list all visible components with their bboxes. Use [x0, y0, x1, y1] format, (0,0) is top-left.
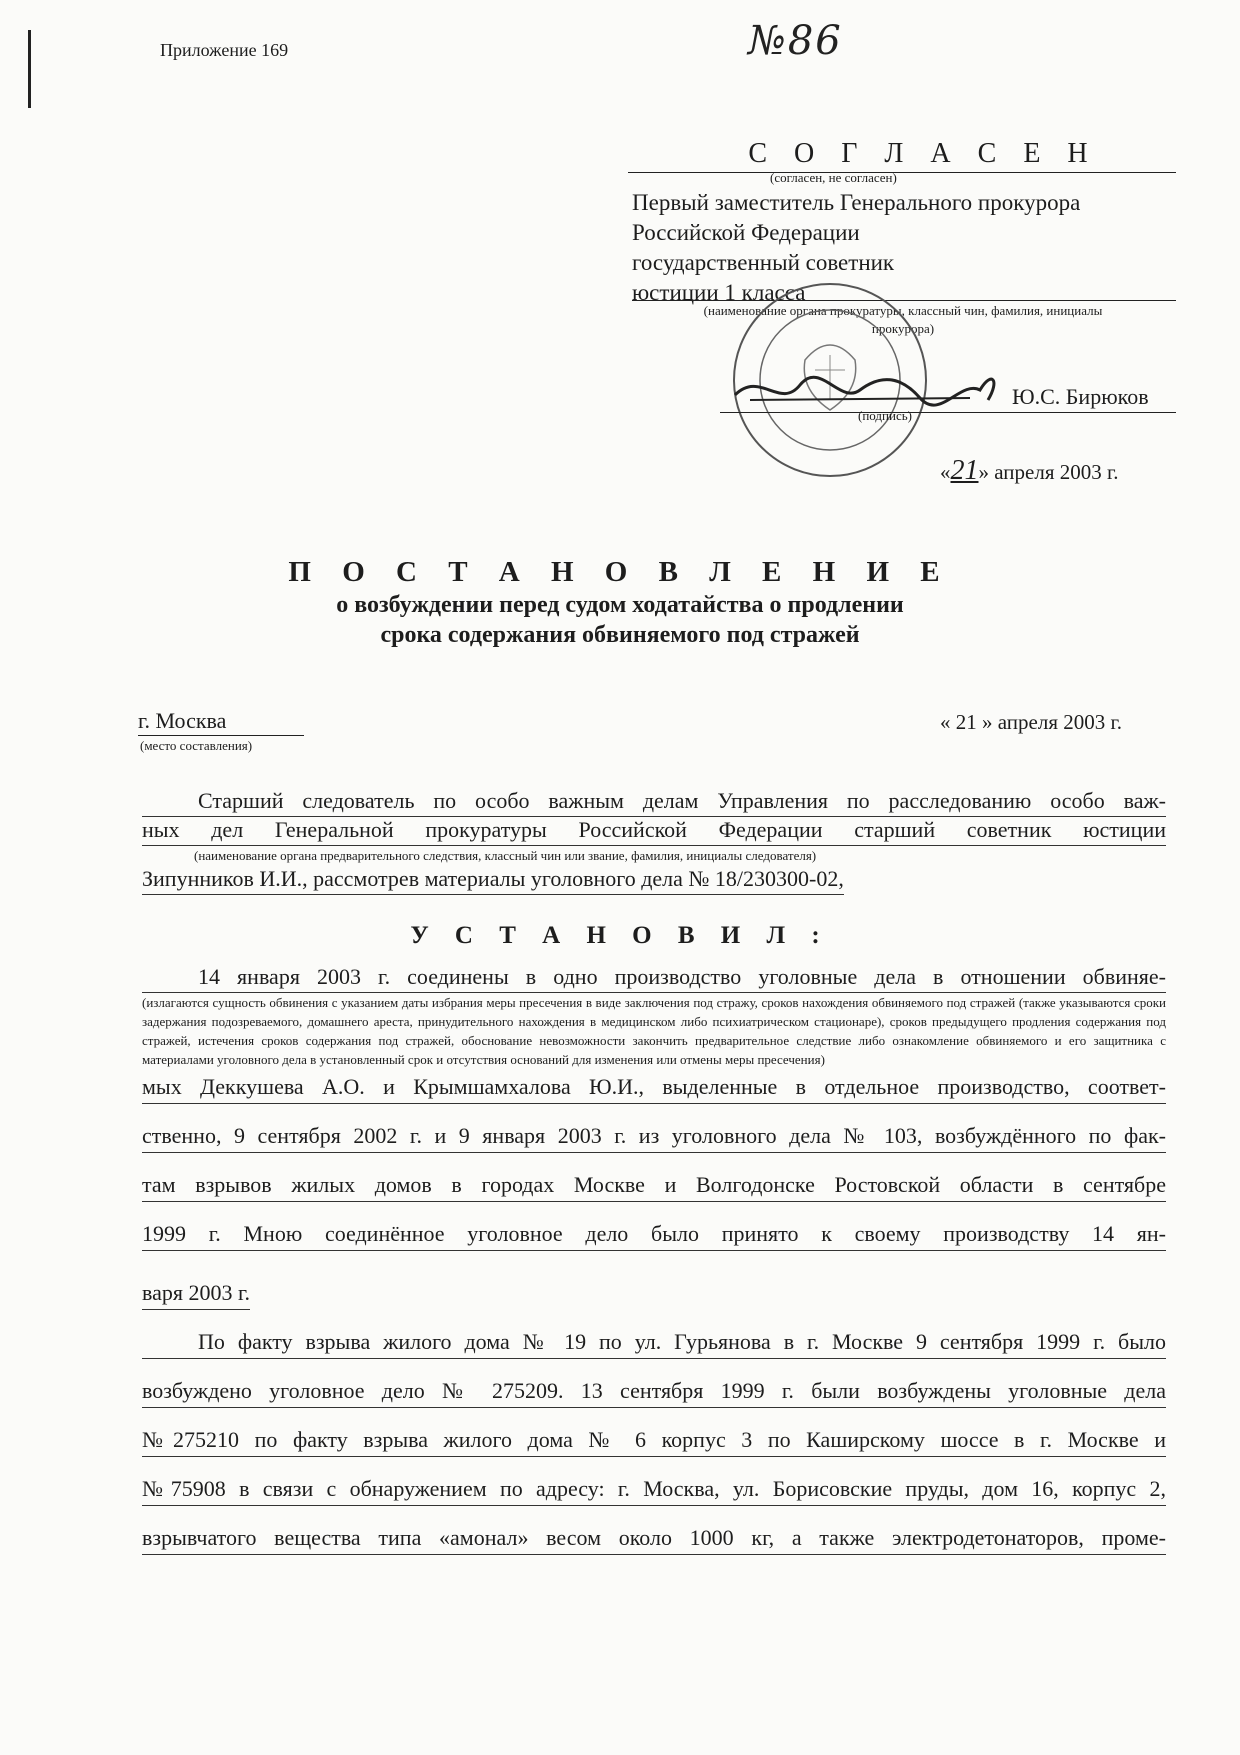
paragraph-2 — [142, 1328, 1166, 1573]
approver-line: юстиции 1 класса — [632, 280, 806, 305]
paragraph-line: №75908 в связи с обнаружением по адресу: г. Москва, ул. Борисовские пруды, дом 16, корпус 2, — [142, 1475, 1166, 1506]
established-heading: У С Т А Н О В И Л : — [410, 922, 830, 949]
paragraph-1 — [142, 964, 1166, 1317]
approver-caption: (наименование органа прокуратуры, классный чин, фамилия, инициалы прокурора) — [703, 303, 1103, 336]
subtitle-line: о возбуждении перед судом ходатайства о продлении — [336, 592, 904, 618]
approval-date — [940, 455, 1119, 487]
date-open-quote: « — [940, 460, 951, 484]
paragraph-line: взрывчатого вещества типа «амонал» весом около 1000 кг, а также электродетонаторов, проме- — [142, 1524, 1166, 1555]
place-rule — [138, 735, 304, 736]
date-rest: » апреля 2003 г. — [978, 460, 1119, 484]
paragraph-line: 14 января 2003 г. соединены в одно производство уголовные дела в отношении обвиняе- — [142, 964, 1166, 993]
paragraph-line: 1999 г. Мною соединённое уголовное дело было принято к своему производству 14 ян- — [142, 1220, 1166, 1251]
intro-caption: (наименование органа предварительного следствия, классный чин или звание, фамилия, инициалы следователя) — [194, 848, 817, 863]
approval-heading: С О Г Л А С Е Н — [748, 138, 1098, 169]
approver-line: Первый заместитель Генерального прокурора — [632, 190, 1081, 215]
paragraph-line: там взрывов жилых домов в городах Москве и Волгодонске Ростовской области в сентябре — [142, 1171, 1166, 1202]
approver-line: государственный советник — [632, 250, 895, 275]
signature-caption: (подпись) — [858, 408, 912, 423]
paragraph-line: возбуждено уголовное дело № 275209. 13 сентября 1999 г. были возбуждены уголовные дела — [142, 1377, 1166, 1408]
approver-line: Российской Федерации — [632, 220, 860, 245]
paragraph-line: №275210 по факту взрыва жилого дома № 6 корпус 3 по Каширскому шоссе в г. Москве и — [142, 1426, 1166, 1457]
approval-heading-caption: (согласен, не согласен) — [770, 170, 897, 185]
intro-last-line: Зипунников И.И., рассмотрев материалы уголовного дела № 18/230300-02, — [142, 866, 844, 895]
handwritten-number: №86 — [748, 18, 843, 64]
paragraph-line: ственно, 9 сентября 2002 г. и 9 января 2003 г. из уголовного дела № 103, возбуждённого по фак- — [142, 1122, 1166, 1153]
intro — [142, 788, 1166, 895]
instruction-text: (излагаются сущность обвинения с указанием даты избрания меры пресечения в виде заключения под стражу, сроков нахождения обвиняемого под стражей (также указываются сроки задержания подозреваемого, домашнего ареста, принудительного нахождения в медицинском либо психиатрическом стационаре), сроков предыдущего продления содержания под стражей, истечения сроков содержания под стражей, обоснование невозможности закончить предварительное следствие либо ознакомление обвиняемого и его защитника с материалами уголовного дела в установленный срок и отсутствия оснований для изменения или отмены меры пресечения) — [142, 995, 1166, 1067]
place: г. Москва — [138, 708, 227, 733]
handwritten-day: 21 — [950, 455, 979, 486]
annex-label: Приложение 169 — [160, 40, 289, 60]
approval-rule — [628, 172, 1176, 173]
margin-mark — [28, 30, 31, 108]
document-date: « 21 » апреля 2003 г. — [940, 710, 1122, 734]
document-subtitle — [0, 590, 1240, 650]
intro-line: Старший следователь по особо важным делам Управления по расследованию особо важ- — [142, 788, 1166, 817]
subtitle-line: срока содержания обвиняемого под стражей — [380, 622, 860, 648]
paragraph-line: По факту взрыва жилого дома № 19 по ул. Гурьянова в г. Москве 9 сентября 1999 г. было — [142, 1328, 1166, 1359]
intro-line: ных дел Генеральной прокуратуры Российской Федерации старший советник юстиции — [142, 817, 1166, 846]
paragraph-line: варя 2003 г. — [142, 1279, 250, 1310]
paragraph-line: мых Деккушева А.О. и Крымшамхалова Ю.И., выделенные в отдельное производство, соответ- — [142, 1073, 1166, 1104]
document-title: П О С Т А Н О В Л Е Н И Е — [288, 556, 952, 588]
approver-name: Ю.С. Бирюков — [1012, 384, 1149, 409]
signature-rule — [720, 412, 1176, 413]
place-caption: (место составления) — [140, 738, 253, 753]
